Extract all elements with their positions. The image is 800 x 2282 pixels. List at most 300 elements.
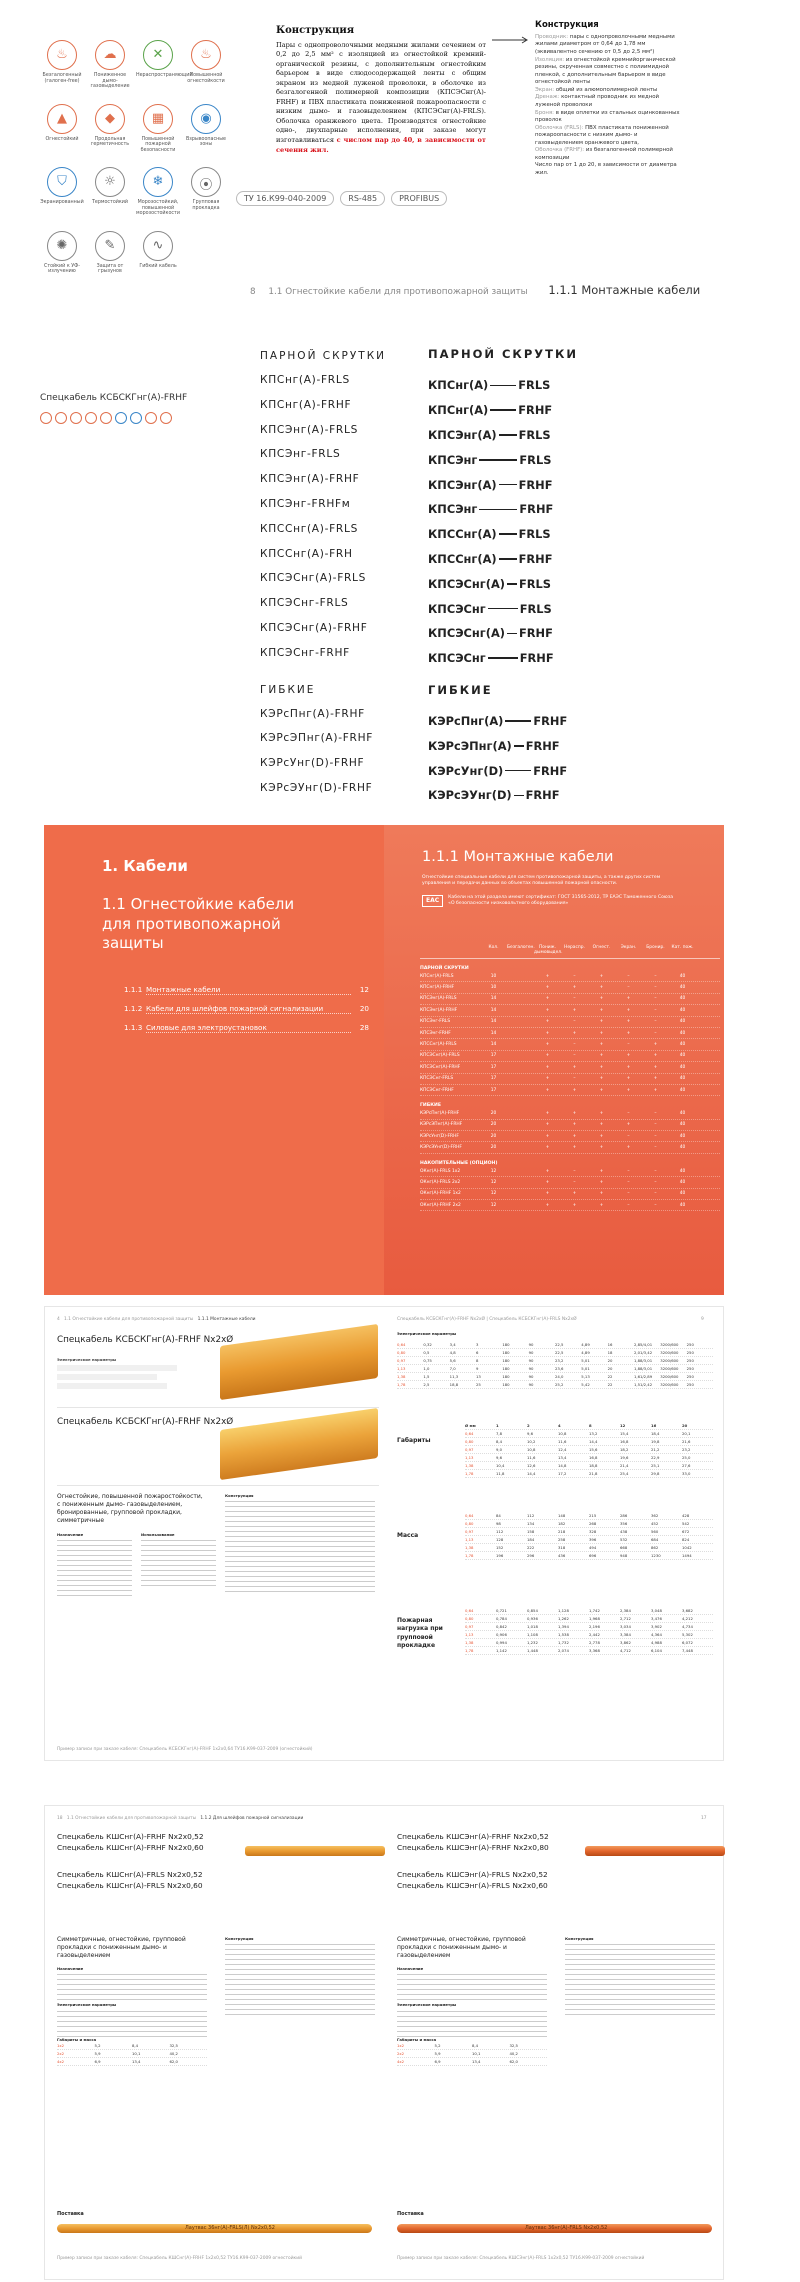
mass-heading [397,1532,418,1540]
sheet1-footer: Пример записи при заказе кабеля: Спецкабель КСБСКГнг(А)-FRHF 1x2x0,64 ТУ16.К99-037-2009 (огнестойкий) [57,1747,313,1752]
table-cell: 0,80 [397,1350,406,1355]
table-cell: 3200/600 [660,1342,679,1347]
table-cell: 2x2 [397,2050,405,2056]
table-cell: 29,8 [651,1471,660,1476]
cable-prefix: КПСЭнг [428,502,478,517]
overview-cell: – [573,1042,576,1048]
cable-name: КПСнг(А)-FRHF [260,398,352,411]
table-cell: 3200/600 [660,1350,679,1355]
overview-cell: + [545,1122,550,1128]
sheet1-desc: Огнестойкие, повышенной пожаростойкости, с пониженным дымо- газовыделением, бронированные, групповой прокладки, симметричные [57,1493,203,1525]
table-cell: 11,6 [558,1439,567,1444]
overview-cell: 20 [490,1110,497,1116]
overview-cell: + [599,1168,604,1174]
table-cell: 1,78 [465,1471,474,1476]
table-cell: 134 [527,1521,535,1526]
sheet2-purpose-heading-right: Назначение [397,1966,424,1971]
table-cell: 18,8 [589,1463,598,1468]
table-cell: 2,85/4,01 [633,1342,653,1347]
overview-cell: 40 [679,1042,686,1048]
overview-cell: – [654,1019,657,1025]
toc-label: Монтажные кабели [146,985,351,995]
table-cell: 1x2 [397,2042,405,2048]
use-heading: Использование [141,1532,175,1537]
overview-cell: ОКнг(А)-FRLS 2x2 [420,1179,461,1185]
pack-heading-right-text: Поставка [397,2211,424,2217]
overview-row [420,1028,720,1039]
construction-body: Пары с однопроволочными медными жилами сечением от 0,2 до 2,5 мм² с изоляцией из огнестойкой кремний-органической резины, с дополнительным огнестойким барьером в виде слюдосодержащей ленты с общим экраном из медной луженой проволоки, в оболочке из безгалогенной полимерной композиции (КПСЭСнг(А)-FRHF) и ПВХ пластиката пониженной пожароопасности с низким дымо- и газовыделением (КПСЭСнг(А)-FRLS). Оболочка оранжевого цвета. Производятся огнестойкие одно-, двухпарные исполнения, при заказе могут изготавливаться [276,40,486,144]
overview-cell: + [599,1007,604,1013]
table-cell: 3200/600 [660,1382,679,1387]
cable-suffix: FRHF [533,713,568,728]
table-row [397,1341,713,1349]
table-row [57,2050,207,2058]
spec-block-1 [57,1357,217,1392]
overview-cell: + [545,1202,550,1208]
overview-cell: 12 [490,1179,497,1185]
table-cell: 0,80 [465,1616,474,1621]
table-header-cell: 20 [682,1423,688,1428]
overview-cell: + [545,1030,550,1036]
shield-icon [115,412,127,424]
table-cell: 20 [607,1358,613,1363]
table-row [397,1381,713,1389]
cable-name-split [428,733,578,758]
legend-label: Групповая прокладка [192,200,220,211]
cable-prefix: КЭРсЭПнг(А) [428,738,512,753]
fire-icon: ♨ [191,40,221,70]
sheet1-hdr-left: 1.1 Огнестойкие кабели для противопожарной защиты [63,1317,194,1322]
table-row [465,1512,713,1520]
table-cell: 1,13 [465,1537,474,1542]
table-cell: 11,3 [449,1374,459,1379]
smoke-icon: ☁ [95,40,125,70]
table-cell: 180 [502,1374,510,1379]
sheet1-hdr-left-sub: 1.1.1 Монтажные кабели [197,1317,256,1322]
overview-cell: КПСнг(А)-FRHF [420,985,455,991]
table-cell: 4,212 [682,1616,693,1621]
elec-heading-text: Электрические параметры [397,1331,457,1336]
table-cell: 1,142 [496,1648,507,1653]
table-cell: 112 [496,1529,504,1534]
sheet2-footer-left: Пример записи при заказе кабеля: Спецкабель КШСнг(А)-FRHF 1x2x0,52 ТУ16.К99-037-2009 огнестойкий [57,2256,302,2261]
overview-cell: 17 [490,1064,497,1070]
legend-label: Защита от грызунов [96,263,124,275]
overview-cell: + [626,1076,631,1082]
sheet2-page-left: 18 [57,1816,63,1821]
table-cell: 5,2 [434,2042,441,2048]
cable-suffix: FRLS [518,576,551,591]
overview-cell: + [653,1087,658,1093]
cable-suffix: FRHF [518,477,553,492]
dims-table [465,1422,713,1478]
legend-label: Повышенной пожарной безопасности [140,136,176,153]
cable-name-split [428,497,578,522]
construction-key: Броня: [535,109,555,116]
table-cell: 7,8 [496,1431,503,1436]
table-cell: 148 [558,1513,566,1518]
table-cell: 532 [620,1537,628,1542]
sheet2-desc-left: Симметричные, огнестойкие, групповой прокладки с пониженным дымо- и газовыделением [57,1936,186,1960]
table-cell: 25,2 [554,1382,564,1387]
table-cell: 1,78 [397,1382,406,1387]
table-cell: 10,8 [558,1431,567,1436]
table-cell: 5,13 [581,1374,590,1379]
overview-cell: – [654,1007,657,1013]
table-cell: 4,89 [581,1350,590,1355]
table-cell: 13,4 [472,2058,481,2064]
table-cell: 22 [607,1382,613,1387]
pack-heading-left [57,2211,84,2218]
table-cell: 152 [496,1545,504,1550]
armour-icon [145,412,157,424]
table-cell: 8,4 [496,1439,503,1444]
legend-label: Безгалогенный (галоген-free) [42,73,82,84]
table-row [465,1462,713,1470]
overview-cell: – [573,1019,576,1025]
cable-name: КПСЭСнг(А)-FRHF [260,621,368,634]
cable-suffix: FRHF [518,551,553,566]
sheet1-page-right: 9 [701,1317,704,1322]
table-cell: 19,8 [651,1439,660,1444]
overview-cell: – [627,1042,630,1048]
table-cell: 40,2 [509,2050,518,2056]
table-cell: 286 [620,1513,628,1518]
overview-row [420,982,720,993]
cable-suffix: FRLS [519,452,552,467]
sheet2-desc-right: Симметричные, огнестойкие, групповой прокладки с пониженным дымо- и газовыделением [397,1936,526,1960]
cable-name-split [428,709,578,734]
orange-spread [44,825,724,1295]
legend-item [184,167,228,211]
temperature-icon: ◉ [191,104,221,134]
overview-cell: – [627,1179,630,1185]
legend-label: Термостойкий [91,200,129,206]
legend-item [88,167,132,206]
toc-item[interactable] [124,1004,369,1014]
construction-line [535,34,685,57]
table-cell: 1,38 [397,1374,406,1379]
cable-photo-4 [585,1846,725,1856]
overview-row [420,1085,720,1096]
overview-cell: + [545,1053,550,1059]
toc-item[interactable] [124,985,369,995]
list-heading: ПАРНОЙ СКРУТКИ [260,350,387,362]
overview-cell: – [627,1202,630,1208]
cable-name-split [428,758,578,783]
cable-suffix: FRLS [518,427,551,442]
overview-group: ГИБКИЕ [420,1103,442,1109]
overview-cell: – [573,1076,576,1082]
overview-cell: + [599,1110,604,1116]
cable-prefix: КПСЭСнг(А) [428,576,505,591]
table-cell: 9 [475,1366,479,1371]
overview-cell: КПССнг(А)-FRLS [420,1042,457,1048]
overview-cell: 10 [490,985,497,991]
section-intro [422,875,677,907]
arrow-right-icon [492,36,530,44]
table-cell: 32,5 [169,2042,178,2048]
table-cell: 7,0 [449,1366,456,1371]
overview-cell: КЭРсУнг(D)-FRHF [420,1133,459,1139]
table-cell: 112 [527,1513,535,1518]
table-cell: 438 [620,1529,628,1534]
cable-prefix: КПССнг(А) [428,551,497,566]
table-cell: 16,8 [620,1439,629,1444]
table-cell: 258 [558,1537,566,1542]
construction-box-title: Конструкция [535,20,599,30]
overview-row [420,1039,720,1050]
cable-photo-2 [220,1408,378,1480]
table-cell: 0,80 [465,1521,474,1526]
cable-prefix: КПСЭСнг(А) [428,626,505,641]
overview-cell: + [599,1042,604,1048]
table-cell: 250 [686,1366,694,1371]
overview-cell: + [653,1042,658,1048]
table-cell: 328 [589,1529,597,1534]
table-cell: 362 [651,1513,659,1518]
table-row [397,2042,547,2050]
cable-name: КПСнг(А)-FRLS [260,374,350,386]
table-cell: 6 [475,1350,479,1355]
table-cell: 8,4 [132,2042,139,2048]
connector-line [490,385,516,387]
overview-cell: + [545,1007,550,1013]
cable-title: Спецкабель КШСЭнг(А)-FRLS Nx2x0,52 [397,1870,548,1879]
overview-cell: – [654,1168,657,1174]
construction-value: контактный проводник из медной луженой проволоки [535,94,660,108]
overview-cell: + [572,985,577,991]
cable-prefix: КПСнг(А) [428,378,489,393]
table-cell: 14,8 [558,1463,567,1468]
table-cell: 14,4 [589,1439,598,1444]
overview-cell: – [654,1202,657,1208]
table-cell: 13,4 [558,1455,567,1460]
table-cell: 16 [607,1342,613,1347]
pack-heading-right [397,2211,424,2218]
table-cell: 15,4 [620,1431,629,1436]
toc-item[interactable] [124,1023,369,1033]
table-cell: 8 [475,1358,479,1363]
cable-name: КЭРсПнг(А)-FRHF [260,707,365,720]
overview-cell: 14 [490,1007,497,1013]
legend-label: Повышенной огнестойкости [187,73,225,84]
overview-cell: 40 [679,1030,686,1036]
toc-number: 1.1.1 [124,985,143,994]
waterproof-icon: ◆ [95,104,125,134]
overview-cell: + [599,996,604,1002]
overview-cell: 40 [679,1087,686,1093]
sheet2-hdr-left: 1.1 Огнестойкие кабели для противопожарной защиты [66,1816,197,1821]
connector-line [499,558,517,560]
table-cell: 10,1 [472,2050,481,2056]
overview-cell: КПСЭСнг(А)-FRHF [420,1064,461,1070]
snowflake-icon: ❄ [143,167,173,197]
table-cell: 9,6 [527,1431,534,1436]
cable-name: КПССнг(А)-FRLS [260,522,358,535]
legend-item [88,104,132,148]
cable-suffix: FRHF [518,403,553,418]
cable-name-split [428,547,578,572]
table-cell: 22 [607,1374,613,1379]
table-cell: 4x2 [397,2058,405,2064]
overview-cell: + [572,1133,577,1139]
rodent-icon: ✎ [95,231,125,261]
connector-line [499,484,517,486]
table-cell: 0,97 [465,1529,474,1534]
sheet2-elec-heading-left: Электрические параметры [57,2002,117,2008]
sheet2-constr-left [225,1936,375,2019]
table-cell: 20 [607,1366,613,1371]
table-header-cell: 4 [558,1423,561,1428]
overview-cell: 14 [490,996,497,1002]
overview-cell: 17 [490,1087,497,1093]
overview-cell: + [545,1019,550,1025]
connector-line [505,770,531,772]
table-cell: 8,4 [472,2042,479,2048]
table-cell: 250 [686,1358,694,1363]
construction-line [535,110,685,125]
toc-page: 20 [359,1004,369,1013]
legend-item [184,104,228,148]
construction-key: Дренаж: [535,94,560,101]
legend-label: Экранированный [40,200,84,206]
table-row [465,1615,713,1623]
overview-cell: – [654,1110,657,1116]
overview-cell: 40 [679,1202,686,1208]
cable-name-split [428,646,578,671]
construction-key: Проводник: [535,33,569,40]
overview-cell: 40 [679,1019,686,1025]
table-row [397,2058,547,2066]
overview-cell: – [573,1053,576,1059]
smoke-icon [55,412,67,424]
overview-cell: + [599,1191,604,1197]
overview-cell: + [545,1191,550,1197]
overview-cell: + [599,1133,604,1139]
table-row [57,2042,207,2050]
table-cell: 17,2 [558,1471,567,1476]
table-cell: 23,2 [682,1447,691,1452]
overview-cell: + [653,1053,658,1059]
overview-cell: + [545,985,550,991]
overview-cell: – [654,1191,657,1197]
table-cell: 20,1 [682,1431,691,1436]
overview-cell: + [599,1145,604,1151]
table-cell: 9,0 [496,1447,503,1452]
table-cell: 1,13 [465,1455,474,1460]
overview-cell: – [654,996,657,1002]
sheet2-dims-heading-right: Габариты и масса [397,2036,437,2042]
table-cell: 268 [589,1521,597,1526]
cable-name-split [428,596,578,621]
table-cell: 13,4 [132,2058,141,2064]
table-cell: 356 [620,1521,628,1526]
table-cell: 33,0 [682,1471,691,1476]
fire-icon [70,412,82,424]
legend-item [136,104,180,154]
overview-cell: 12 [490,1191,497,1197]
cable-name: КПСЭнг(А)-FRLS [260,423,358,436]
table-cell: 3200/600 [660,1366,679,1371]
table-row [465,1552,713,1560]
table-cell: 184 [527,1537,535,1542]
table-cell: 62,0 [509,2058,518,2064]
table-cell: 180 [502,1358,510,1363]
overview-cell: 40 [679,996,686,1002]
elec-table [397,1341,713,1389]
table-cell: 180 [502,1350,510,1355]
table-cell: 0,994 [496,1640,507,1645]
overview-row [420,1017,720,1028]
cable-name-split [428,447,578,472]
table-cell: 1,13 [397,1366,406,1371]
table-cell: 0,97 [465,1447,474,1452]
overview-cell: 10 [490,973,497,979]
table-cell: 0,97 [465,1624,474,1629]
overview-cell: + [599,1087,604,1093]
table-cell: 18,4 [651,1431,660,1436]
spec-1-heading: Электрические параметры [57,1357,117,1362]
titles-right [397,1832,577,1892]
connector-line [488,608,518,610]
overview-cell: + [653,1064,658,1070]
overview-cell: + [545,973,550,979]
table-row [465,1536,713,1544]
overview-cell: КПСЭнг(А)-FRHF [420,1007,458,1013]
overview-cell: + [572,1007,577,1013]
table-cell: 1x2 [57,2042,65,2048]
overview-cell: + [572,1087,577,1093]
flex-icon: ∿ [143,231,173,261]
legend-item [40,104,84,143]
overview-cell: 12 [490,1202,497,1208]
table-row [465,1639,713,1647]
table-cell: 2,384 [620,1608,631,1613]
overview-cell: – [627,1168,630,1174]
table-cell: 3200/600 [660,1374,679,1379]
cable-name-split [428,621,578,646]
table-cell: 3,368 [589,1648,600,1653]
table-cell: 318 [558,1545,566,1550]
table-row [397,1349,713,1357]
cable-title: Спецкабель КШСЭнг(А)-FRHF Nx2x0,80 [397,1843,549,1852]
table-cell: 19,6 [620,1455,629,1460]
construction-key: Изоляция: [535,56,565,63]
overview-cell: КЭРсЭУнг(D)-FRHF [420,1145,462,1151]
sheet2-purpose-left [57,1966,207,2066]
cable-suffix: FRHF [518,626,553,641]
overview-header-cell: Экран. [620,945,637,950]
construction-value: пары с однопроволочными медными жилами диаметром от 0,64 до 1,78 мм (эквивалентно сечению от 0,5 до 2,5 мм²) [535,33,675,56]
table-header-row [465,1422,713,1430]
cable-title: Спецкабель КШСнг(А)-FRHF Nx2x0,60 [57,1843,204,1852]
cable-suffix: FRLS [518,527,551,542]
overview-cell: – [627,973,630,979]
table-cell: 4,988 [651,1640,662,1645]
table-of-contents [124,985,369,1042]
legend-label: Пониженное дымо- газовыделение [90,73,130,90]
page-subsection: 1.1.1 Монтажные кабели [548,283,701,297]
table-cell: 1,61/2,89 [633,1374,653,1379]
table-cell: 4,712 [620,1648,631,1653]
overview-cell: – [627,985,630,991]
table-header-cell: 8 [589,1423,592,1428]
mini-icon-row [40,409,175,428]
table-cell: 32,5 [509,2042,518,2048]
table-cell: 1,88/3,01 [633,1366,653,1371]
table-cell: 1,108 [527,1632,538,1637]
